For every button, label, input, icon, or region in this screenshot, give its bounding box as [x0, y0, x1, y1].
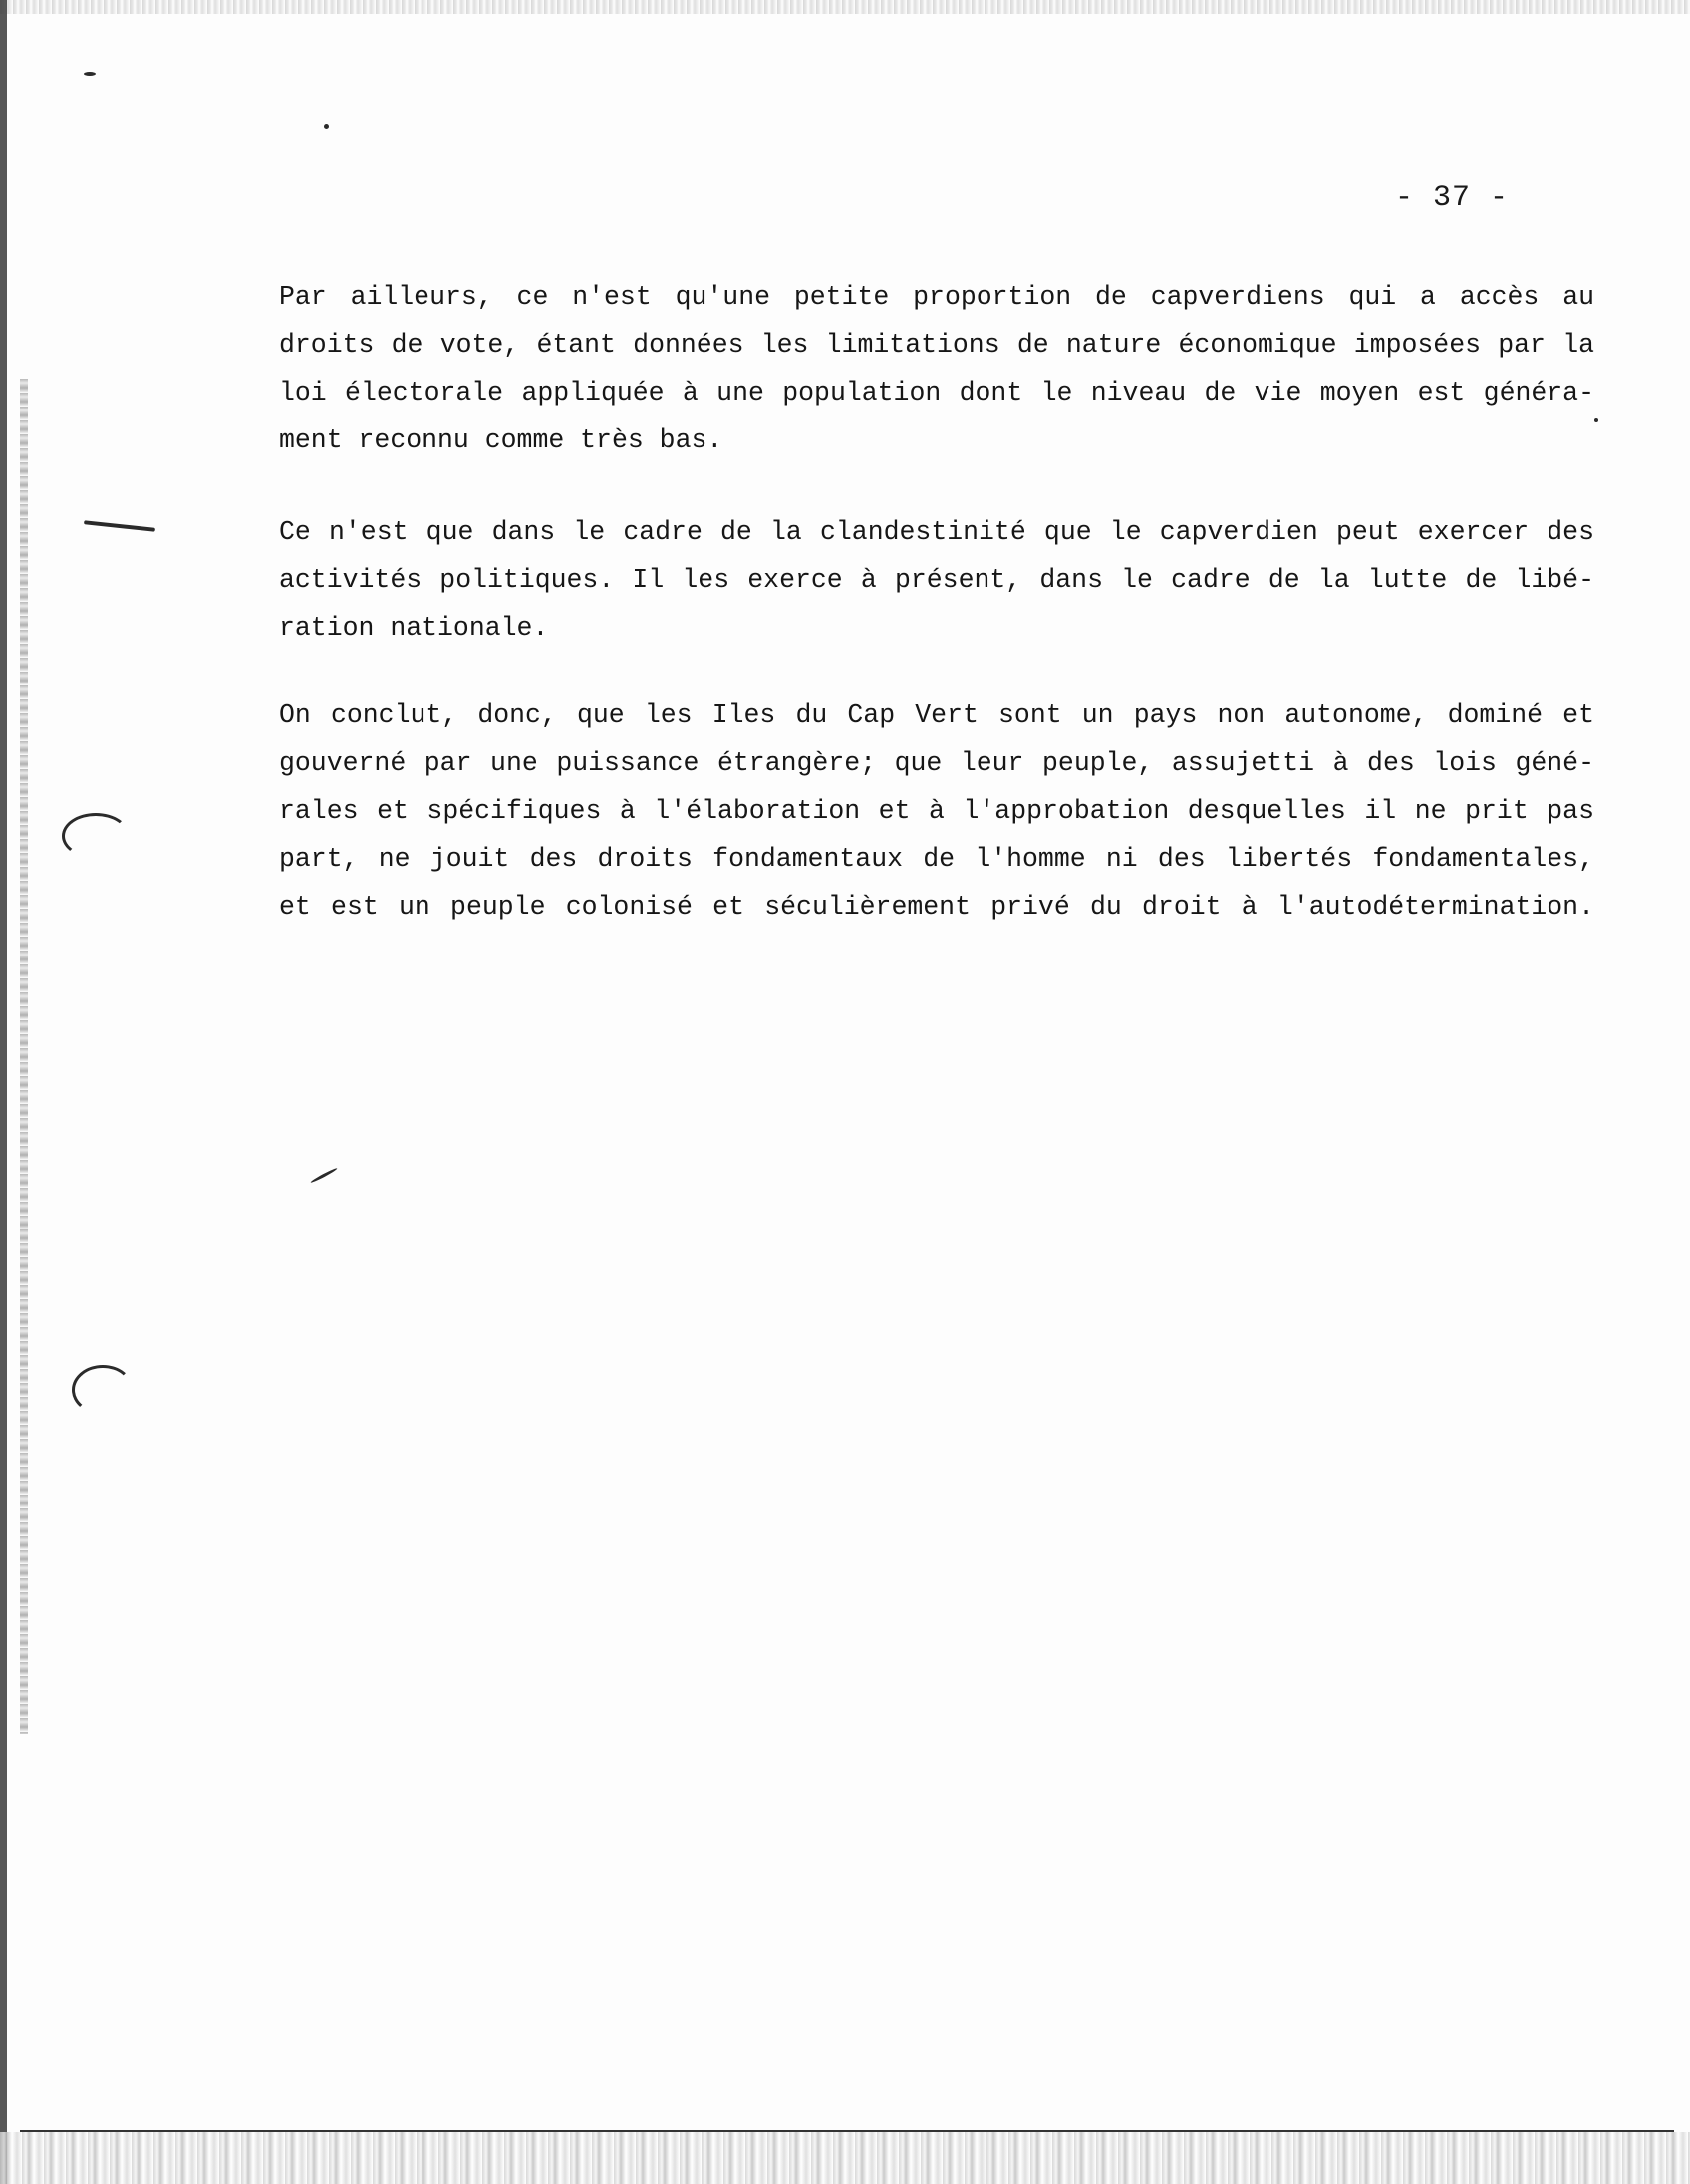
text-line: activités politiques. Il les exerce à présent, dans le cadre de la lutte de libé- [279, 565, 1594, 595]
scan-bottom-noise [0, 2132, 1690, 2184]
paragraph-clandestine-activity [279, 508, 1594, 652]
scan-left-edge [0, 0, 7, 2184]
stray-mark [310, 1167, 338, 1184]
text-line: ration nationale. [279, 613, 549, 643]
text-line: droits de vote, étant données les limitations de nature économique imposées par la [279, 330, 1594, 360]
text-line: part, ne jouit des droits fondamentaux de l'homme ni des libertés fondamentales, [279, 844, 1594, 874]
text-line: et est un peuple colonisé et séculièrement privé du droit à l'autodétermination. [279, 892, 1594, 922]
stray-mark [324, 124, 329, 129]
page-number: - 37 - [1395, 181, 1510, 215]
text-line: On conclut, donc, que les Iles du Cap Vert sont un pays non autonome, dominé et [279, 700, 1594, 730]
text-line: Par ailleurs, ce n'est qu'une petite proportion de capverdiens qui a accès au [279, 282, 1594, 312]
paragraph-conclusion [279, 691, 1594, 931]
scan-binding-shadow [20, 379, 28, 1734]
text-line: Ce n'est que dans le cadre de la clandestinité que le capverdien peut exercer des [279, 517, 1594, 547]
stray-mark [84, 520, 155, 532]
stray-mark [84, 72, 96, 76]
text-line: ment reconnu comme très bas. [279, 425, 723, 455]
paragraph-voting-rights [279, 273, 1594, 464]
punch-hole-curl [62, 813, 130, 859]
stray-mark [1594, 418, 1598, 422]
text-line: loi électorale appliquée à une population dont le niveau de vie moyen est généra- [279, 378, 1594, 408]
text-line: gouverné par une puissance étrangère; que leur peuple, assujetti à des lois géné- [279, 748, 1594, 778]
text-line: rales et spécifiques à l'élaboration et à l'approbation desquelles il ne prit pas [279, 796, 1594, 826]
punch-hole-curl [72, 1365, 134, 1415]
scan-top-noise [0, 0, 1690, 14]
